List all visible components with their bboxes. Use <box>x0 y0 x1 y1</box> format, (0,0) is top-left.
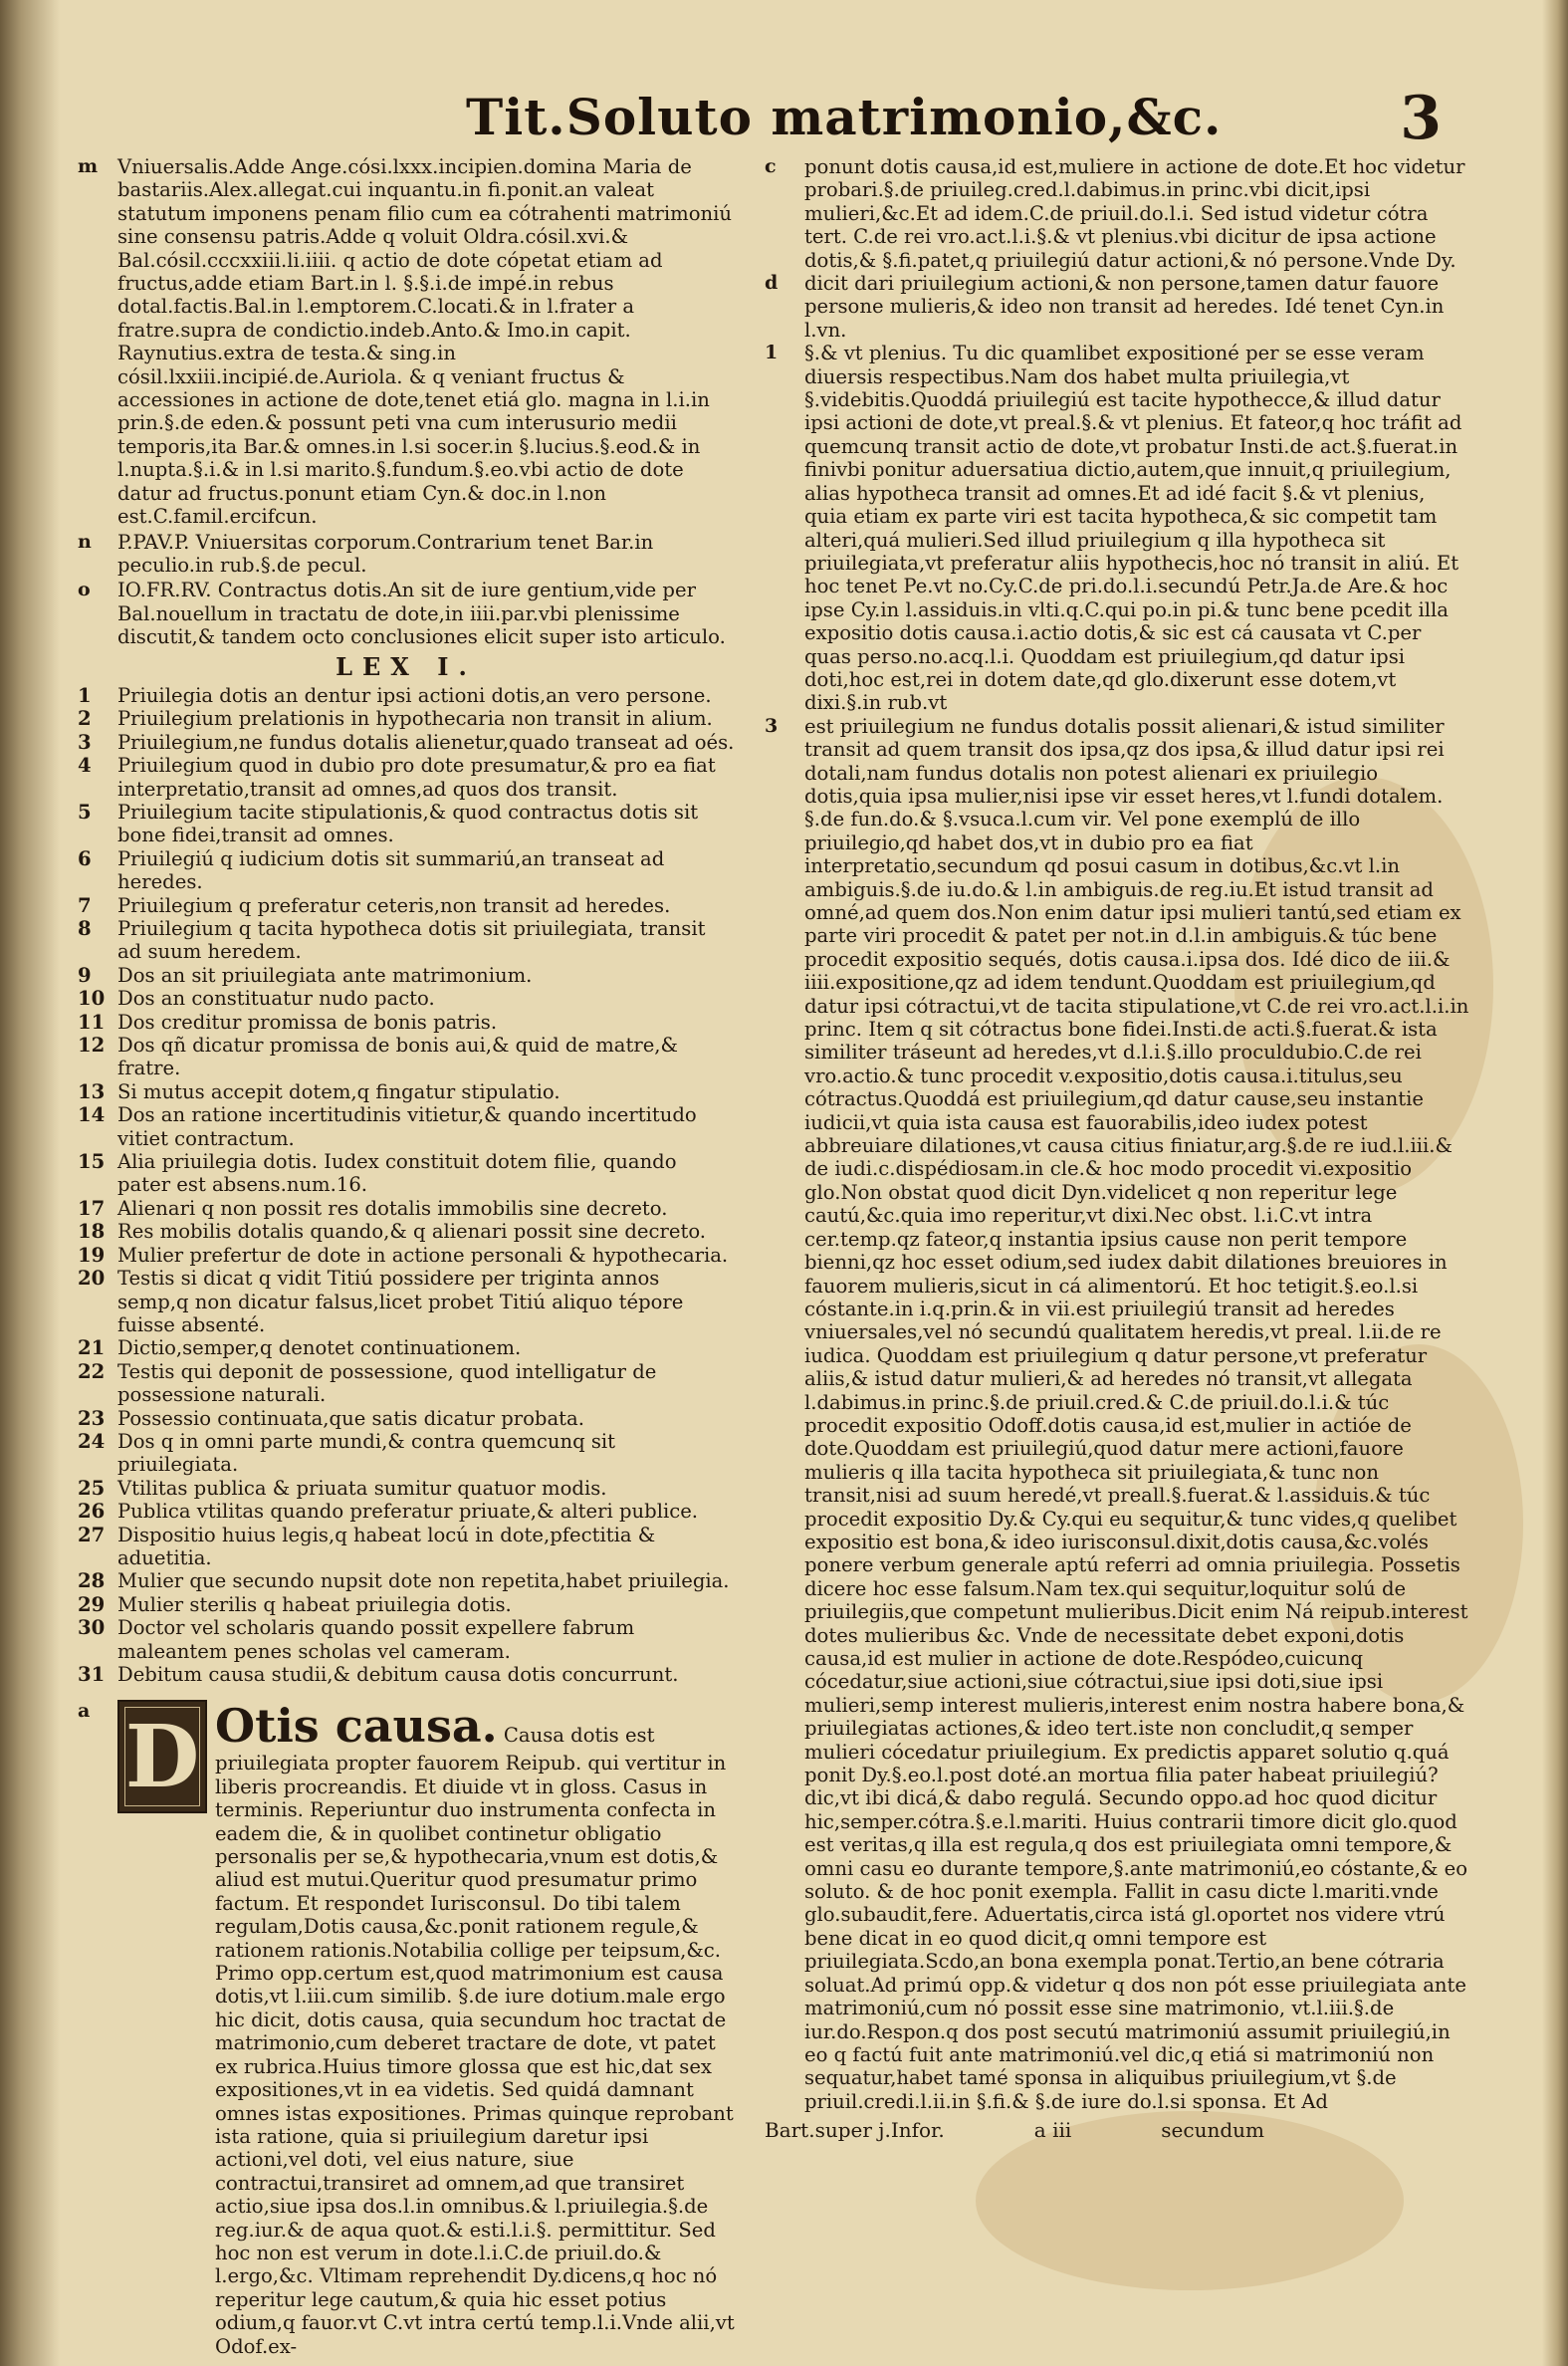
summary-text: Alienari q non possit res dotalis immobilis sine decreto. <box>117 1196 668 1220</box>
summary-item <box>78 1593 735 1616</box>
summary-item <box>78 1220 735 1243</box>
summaria-list <box>78 684 735 1686</box>
summary-item <box>78 1407 735 1430</box>
gutter-shadow <box>0 0 60 2366</box>
catchword: secundum <box>1161 2118 1264 2143</box>
summary-text: Res mobilis dotalis quando,& q alienari possit sine decreto. <box>117 1220 706 1244</box>
summary-number: 25 <box>78 1476 106 1500</box>
summary-item <box>78 1011 735 1034</box>
folio-number: 3 <box>1400 84 1442 153</box>
gloss-marker: 1 <box>765 342 779 364</box>
page-edge <box>1542 0 1568 2366</box>
summary-number: 21 <box>78 1336 106 1360</box>
summary-text: Debitum causa studii,& debitum causa dotis concurrunt. <box>117 1663 679 1686</box>
summary-item <box>78 731 735 754</box>
summary-text: Vtilitas publica & priuata sumitur quatuor modis. <box>117 1476 607 1500</box>
summary-number: 1 <box>78 683 92 707</box>
summary-item <box>78 801 735 847</box>
summary-item <box>78 1477 735 1500</box>
summary-text: Priuilegium q preferatur ceteris,non transit ad heredes. <box>117 893 671 917</box>
summary-item <box>78 1080 735 1103</box>
summary-number: 31 <box>78 1663 106 1686</box>
summary-number: 23 <box>78 1406 106 1430</box>
initial-letter: D <box>124 1706 200 1807</box>
summary-number: 28 <box>78 1569 106 1593</box>
summary-number: 10 <box>78 987 106 1011</box>
summary-text: Publica vtilitas quando preferatur priuate,& alteri publice. <box>117 1500 699 1524</box>
summary-item <box>78 847 735 894</box>
summary-item <box>78 1267 735 1336</box>
summary-number: 20 <box>78 1267 106 1291</box>
summary-text: Doctor vel scholaris quando possit expellere fabrum maleantem penes scholas vel cameram. <box>117 1616 635 1663</box>
summary-item <box>78 894 735 917</box>
gloss-paragraph <box>78 155 735 529</box>
lex-heading: LEX I. <box>336 651 477 681</box>
summary-number: 13 <box>78 1079 106 1103</box>
summary-number: 3 <box>78 730 92 754</box>
summary-text: Priuilegium prelationis in hypothecaria non transit in alium. <box>117 707 713 731</box>
summary-item <box>78 1360 735 1407</box>
gloss-marker: m <box>78 155 99 177</box>
signature-mark: a iii <box>1033 2118 1072 2143</box>
gloss-text: P.PAV.P. Vniuersitas corporum.Contrarium tenet Bar.in peculio.in rub.§.de pecul. <box>117 530 654 577</box>
gloss-paragraph <box>78 579 735 648</box>
summary-number: 14 <box>78 1103 106 1127</box>
summary-text: Priuilegium,ne fundus dotalis alienetur,quado transeat ad oés. <box>117 730 735 754</box>
gloss-paragraph <box>765 272 1471 342</box>
gloss-paragraph <box>765 715 1471 2113</box>
summary-item <box>78 1616 735 1663</box>
left-column <box>78 155 735 2358</box>
summary-number: 2 <box>78 707 92 731</box>
summary-item <box>78 1103 735 1150</box>
gloss-marker: a <box>78 1700 91 1723</box>
summary-text: Priuilegiú q iudicium dotis sit summariú,an transeat ad heredes. <box>117 846 665 894</box>
summary-number: 18 <box>78 1220 106 1244</box>
summary-text: Dictio,semper,q denotet continuationem. <box>117 1336 522 1360</box>
summary-number: 29 <box>78 1592 106 1616</box>
dotis-section <box>78 1700 735 2358</box>
catchline: Bart.super j.Infor. <box>765 2118 945 2143</box>
lemma-heading: Otis causa. <box>215 1699 498 1754</box>
summary-text: Mulier que secundo nupsit dote non repetita,habet priuilegia. <box>117 1569 730 1593</box>
summary-text: Alia priuilegia dotis. Iudex constituit dotem filie, quando pater est absens.num.16. <box>117 1150 677 1197</box>
gloss-marker: 3 <box>765 714 779 737</box>
gloss-text: IO.FR.RV. Contractus dotis.An sit de iure gentium,vide per Bal.nouellum in tractatu de dote,in iiii.par.vbi plenissime discutit,& tandem octo conclusiones elicit super isto articulo. <box>117 579 726 649</box>
gloss-text: dicit dari priuilegium actioni,& non persone,tamen datur fauore persone mulieris,& ideo non transit ad heredes. Idé tenet Cyn.in l.vn. <box>804 272 1445 342</box>
summary-number: 11 <box>78 1010 106 1034</box>
gloss-text: est priuilegium ne fundus dotalis possit alienari,& istud similiter transit ad quem transit dos ipsa,qz dos ipsa,& illud datur ipsi rei dotali,nam fundus dotalis non potest alienari ex priuilegio dotis,quia ipsa mulier,nisi ipse vir esset heres,vt l.fundi dotalem. §.de fun.do.& §.vsuca.l.cum vir. Vel pone exemplú de illo priuilegio,qd habet dos,vt in dubio pro ea fiat interpretatio,secundum qd posui casum in dotibus,&c.vt l.in ambiguis.§.de iu.do.& l.in ambiguis.de reg.iu.Et istud transit ad omné,ad quem dos.Non enim datur ipsi mulieri tantú,sed etiam ex parte viri procedit & patet per not.in d.l.in ambiguis.& túc bene procedit expositio sequés, dotis causa.i.ipsa dos. Idé dico de iii.& iiii.expositione,qz ad idem tendunt.Quoddam est priuilegium,qd datur ipsi cótractui,vt de tacita stipulatione,vt C.de rei vro.act.l.i.in princ. Item q sit cótractus bone fidei.Insti.de acti.§.fuerat.& ista similiter tráseunt ad heredes,vt d.l.i.§.illo proculdubio.C.de rei vro.actio.& tunc procedit v.expositio,dotis causa.i.titulus,seu cótractus.Quoddá est priuilegium,qd datur cause,seu instantie iudicii,vt quia ista causa est fauorabilis,ideo iudex potest abbreuiare dilationes,vt causa citius finiatur,arg.§.de re iud.l.iii.& de iudi.c.dispédiosam.in cle.& hoc modo procedit vi.expositio glo.Non obstat quod dicit Dyn.videlicet q non reperitur lege cautú,&c.quia imo reperitur,vt dixi.Nec obst. l.i.C.vt intra cer.temp.qz fateor,q instantia ipsius cause non perit tempore bienni,qz hoc esset odium,sed iudex dabit dilationes breuiores in fauorem mulieris,sicut in cá alimentorú. Et hoc tetigit.§.eo.l.si cóstante.in i.q.prin.& in vii.est priuilegiú transit ad heredes vniuersales,vel nó secundú qualitatem heredis,vt preal. l.ii.de re iudica. Quoddam est priuilegium q datur persone,vt preferatur aliis,& istud datur mulieri,& ad heredes nó transit,vt allegata l.dabimus.in princ.§.de priuil.cred.& C.de priuil.do.l.i.& túc procedit expositio Odoff.dotis causa,id est,mulier in actióe de dote.Quoddam est priuilegiú,quod datur mere actioni,fauore mulieris q illa tacita hypotheca sit priuilegiata,& tunc non transit,nisi ad suum heredé,vt preall.§.fuerat.& l.assiduis.& túc procedit expositio Dy.& Cy.qui eu sequitur,& tunc vides,q quelibet expositio est bona,& ideo iurisconsul.dixit,dotis causa,&c.volés ponere verbum generale aptú referri ad omnia priuilegia. Possetis dicere hoc esse falsum.Nam tex.qui sequitur,loquitur solú de priuilegiis,que competunt mulieribus.Dicit enim Ná reipub.interest dotes mulieribus &c. Vnde de necessitate debet exponi,dotis causa,id est mulier in actione de dote.Respódeo,cuicunq cócedatur,siue actioni,siue cótractui,siue ipsi doti,siue ipsi mulieri,semp interest mulieris,interest enim nostra habere bona,& priuilegiatas actiones,& ideo tert.iste non concludit,q semper mulieri cócedatur priuilegium. Ex predictis apparet solutio q.quá ponit Dy.§.eo.l.post doté.an mortua filia pater habeat priuilegiú? dic,vt ibi dicá,& dabo regulá. Secundo oppo.ad hoc quod dicitur hic,semper.cótra.§.e.l.mariti. Huius contrarii timore dicit glo.quod est veritas,q illa est regula,q dos est priuilegiata omni tempore,& omni casu eo durante tempore,§.ante matrimoniú,eo cóstante,& eo soluto. & de hoc ponit exempla. Fallit in casu dicte l.mariti.vnde glo.subaudit,fere. Aduertatis,circa istá gl.oportet nos videre vtrú bene dicat in eo quod dicit,q omni tempore est priuilegiata.Scdo,an bona exempla ponat.Tertio,an bene cótraria soluat.Ad primú opp.& videtur q dos non pót esse priuilegiata ante matrimoniú,cum nó possit esse sine matrimonio, vt.l.iii.§.de iur.do.Respon.q dos post secutú matrimoniú assumit priuilegiú,in eo q factú fuit ante matrimoniú.vel dic,q etiá si matrimoniú non sequatur,habet tamé sponsa in aliquibus priuilegium,vt §.de priuil.credi.l.ii.in §.fi.& §.de iure do.l.si sponsa. Et Ad <box>804 714 1469 2113</box>
summary-text: Testis si dicat q vidit Titiú possidere per triginta annos semp,q non dicatur falsus,licet probet Titiú aliquo tépore fuisse absenté. <box>117 1267 684 1336</box>
summary-text: Mulier sterilis q habeat priuilegia dotis. <box>117 1592 512 1616</box>
summary-item <box>78 1524 735 1570</box>
summary-text: Testis qui deponit de possessione, quod intelligatur de possessione naturali. <box>117 1359 657 1407</box>
summary-item <box>78 1150 735 1197</box>
summary-number: 7 <box>78 893 92 917</box>
summary-number: 6 <box>78 846 92 870</box>
summary-text: Dos creditur promissa de bonis patris. <box>117 1010 498 1034</box>
summary-item <box>78 707 735 730</box>
summary-number: 9 <box>78 963 92 987</box>
running-head: Tit.Soluto matrimonio,&c. <box>466 88 1223 146</box>
dotis-commentary <box>215 1700 735 2358</box>
summary-text: Priuilegium quod in dubio pro dote presumatur,& pro ea fiat interpretatio,transit ad omnes,ad quos dos transit. <box>117 754 716 801</box>
summary-number: 8 <box>78 917 92 940</box>
gloss-text: §.& vt plenius. Tu dic quamlibet expositioné per se esse veram diuersis respectibus.Nam dos habet multa priuilegia,vt §.videbitis.Quoddá priuilegiú est tacite hypothecce,& illud datur ipsi actioni de dote,vt preal.§.& vt plenius. Et fateor,q hoc tráfit ad quemcunq transit actio de dote,vt probatur Insti.de act.§.fuerat.in finivbi ponitur aduersatiua dictio,autem,que innuit,q priuilegium, alias hypotheca transit ad omnes.Et ad idé facit §.& vt plenius, quia etiam ex parte viri est tacita hypotheca,& sic competit tam alteri,quá mulieri.Sed illud priuilegium q illa hypotheca sit priuilegiata,vt preferatur aliis hypothecis,hoc nó transit in aliú. Et hoc tenet Pe.vt no.Cy.C.de pri.do.l.i.secundú Petr.Ja.de Are.& hoc ipse Cy.in l.assiduis.in vlti.q.C.qui po.in pi.& tunc bene pcedit illa expositio dotis causa.i.actio dotis,& sic est cá causata vt C.per quas perso.no.acq.l.i. Quoddam est priuilegium,qd datur ipsi doti,hoc est,rei in dotem date,qd glo.dixerunt esse dotem,vt dixi.§.in rub.vt <box>804 342 1462 715</box>
summary-text: Priuilegium q tacita hypotheca dotis sit priuilegiata, transit ad suum heredem. <box>117 917 706 964</box>
summary-number: 30 <box>78 1616 106 1640</box>
book-page <box>78 70 1491 2358</box>
gloss-marker: n <box>78 530 92 553</box>
summary-item <box>78 1663 735 1686</box>
gloss-text: ponunt dotis causa,id est,muliere in actione de dote.Et hoc videtur probari.§.de priuileg.cred.l.dabimus.in princ.vbi dicit,ipsi mulieri,&c.Et ad idem.C.de priuil.do.l.i. Sed istud videtur cótra tert. C.de rei vro.act.l.i.§.& vt plenius.vbi dicitur de ipsa actione dotis,& §.fi.patet,q priuilegiú datur actioni,& nó persone.Vnde Dy. <box>804 155 1465 272</box>
summary-text: Dos qñ dicatur promissa de bonis aui,& quid de matre,& fratre. <box>117 1034 678 1080</box>
summary-text: Possessio continuata,que satis dicatur probata. <box>117 1406 584 1430</box>
summary-text: Mulier prefertur de dote in actione personali & hypothecaria. <box>117 1243 729 1267</box>
summary-text: Dos q in omni parte mundi,& contra quemcunq sit priuilegiata. <box>117 1429 616 1477</box>
summary-number: 12 <box>78 1034 106 1058</box>
summary-number: 15 <box>78 1150 106 1174</box>
summary-item <box>78 1569 735 1592</box>
summary-item <box>78 987 735 1010</box>
summary-text: Dos an sit priuilegiata ante matrimonium. <box>117 963 533 987</box>
gloss-marker: o <box>78 579 91 601</box>
summary-number: 17 <box>78 1196 106 1220</box>
summary-item <box>78 1500 735 1523</box>
summary-item <box>78 684 735 707</box>
summary-item <box>78 1197 735 1220</box>
summary-text: Dos an constituatur nudo pacto. <box>117 987 435 1011</box>
summary-item <box>78 1244 735 1267</box>
summary-number: 26 <box>78 1500 106 1524</box>
gloss-marker: c <box>765 155 777 177</box>
summary-number: 22 <box>78 1359 106 1383</box>
summary-item <box>78 1336 735 1359</box>
page-footer <box>765 2119 1471 2142</box>
summary-number: 5 <box>78 800 92 824</box>
right-column <box>765 155 1471 2143</box>
summary-item <box>78 1430 735 1477</box>
summary-number: 27 <box>78 1523 106 1546</box>
summary-text: Dos an ratione incertitudinis vitietur,& quando incertitudo vitiet contractum. <box>117 1103 697 1150</box>
summary-text: Priuilegium tacite stipulationis,& quod contractus dotis sit bone fidei,transit ad omnes. <box>117 800 699 847</box>
summary-item <box>78 964 735 987</box>
decorated-initial <box>117 1700 207 1813</box>
commentary-text: Causa dotis est priuilegiata propter fauorem Reipub. qui vertitur in liberis procreandis. Et diuide vt in gloss. Casus in terminis. Reperiuntur duo instrumenta confecta in eadem die, & in quolibet continetur obligatio personalis per se,& hypothecaria,vnum est dotis,& aliud est mutui.Queritur quod presumatur primo factum. Et respondet Iurisconsul. Do tibi talem regulam,Dotis causa,&c.ponit rationem regule,& rationem rationis.Notabilia collige per teipsum,&c. Primo opp.certum est,quod matrimonium est causa dotis,vt l.iii.cum similib. §.de iure dotium.male ergo hic dicit, dotis causa, quia secundum hoc tractat de matrimonio,cum deberet tractare de dote, vt patet ex rubrica.Huius timore glossa que est hic,dat sex expositiones,vt in ea videtis. Sed quidá damnant omnes istas expositiones. Primas quinque reprobant ista ratione, quia si priuilegium daretur ipsi actioni,vel doti, vel eius nature, siue contractui,transiret ad omnem,ad que transiret actio,siue ipsa dos.l.in omnibus.& l.priuilegia.§.de reg.iur.& de aqua quot.& esti.l.i.§. permittitur. Sed hoc non est verum in dote.l.i.C.de priuil.do.& l.ergo,&c. Vltimam reprehendit Dy.dicens,q hoc nó reperitur lege cautum,& quia hic esset potius odium,q fauor.vt C.vt intra certú temp.l.i.Vnde alii,vt Odof.ex- <box>215 1724 735 2358</box>
summary-number: 24 <box>78 1429 106 1453</box>
summary-item <box>78 917 735 964</box>
summary-number: 19 <box>78 1243 106 1267</box>
gloss-marker: d <box>765 272 779 295</box>
gloss-paragraph <box>765 155 1471 272</box>
summary-text: Dispositio huius legis,q habeat locú in dote,pfectitia & aduetitia. <box>117 1523 656 1569</box>
gloss-paragraph <box>765 342 1471 715</box>
summary-number: 4 <box>78 754 92 778</box>
summary-item <box>78 1034 735 1080</box>
summary-text: Priuilegia dotis an dentur ipsi actioni dotis,an vero persone. <box>117 683 712 707</box>
summary-text: Si mutus accepit dotem,q fingatur stipulatio. <box>117 1079 560 1103</box>
summary-item <box>78 754 735 801</box>
gloss-paragraph <box>78 531 735 578</box>
gloss-text: Vniuersalis.Adde Ange.cósi.lxxx.incipien.domina Maria de bastariis.Alex.allegat.cui inquantu.in fi.ponit.an valeat statutum imponens penam filio cum ea cótrahenti matrimoniú sine consensu patris.Adde q voluit Oldra.cósil.xvi.& Bal.cósil.cccxxiii.li.iiii. q actio de dote cópetat etiam ad fructus,adde etiam Bart.in l. §.§.i.de impé.in rebus dotal.factis.Bal.in l.emptorem.C.locati.& in l.frater a fratre.supra de condictio.indeb.Anto.& Imo.in capit. Raynutius.extra de testa.& sing.in cósil.lxxiii.incipié.de.Auriola. & q veniant fructus & accessiones in actione de dote,tenet etiá glo. magna in l.i.in prin.§.de eden.& possunt peti vna cum interusurio medii temporis,ita Bar.& omnes.in l.si socer.in §.lucius.§.eod.& in l.nupta.§.i.& in l.si marito.§.fundum.§.eo.vbi actio de dote datur ad fructus.ponunt etiam Cyn.& doc.in l.non est.C.famil.ercifcun. <box>117 155 733 529</box>
